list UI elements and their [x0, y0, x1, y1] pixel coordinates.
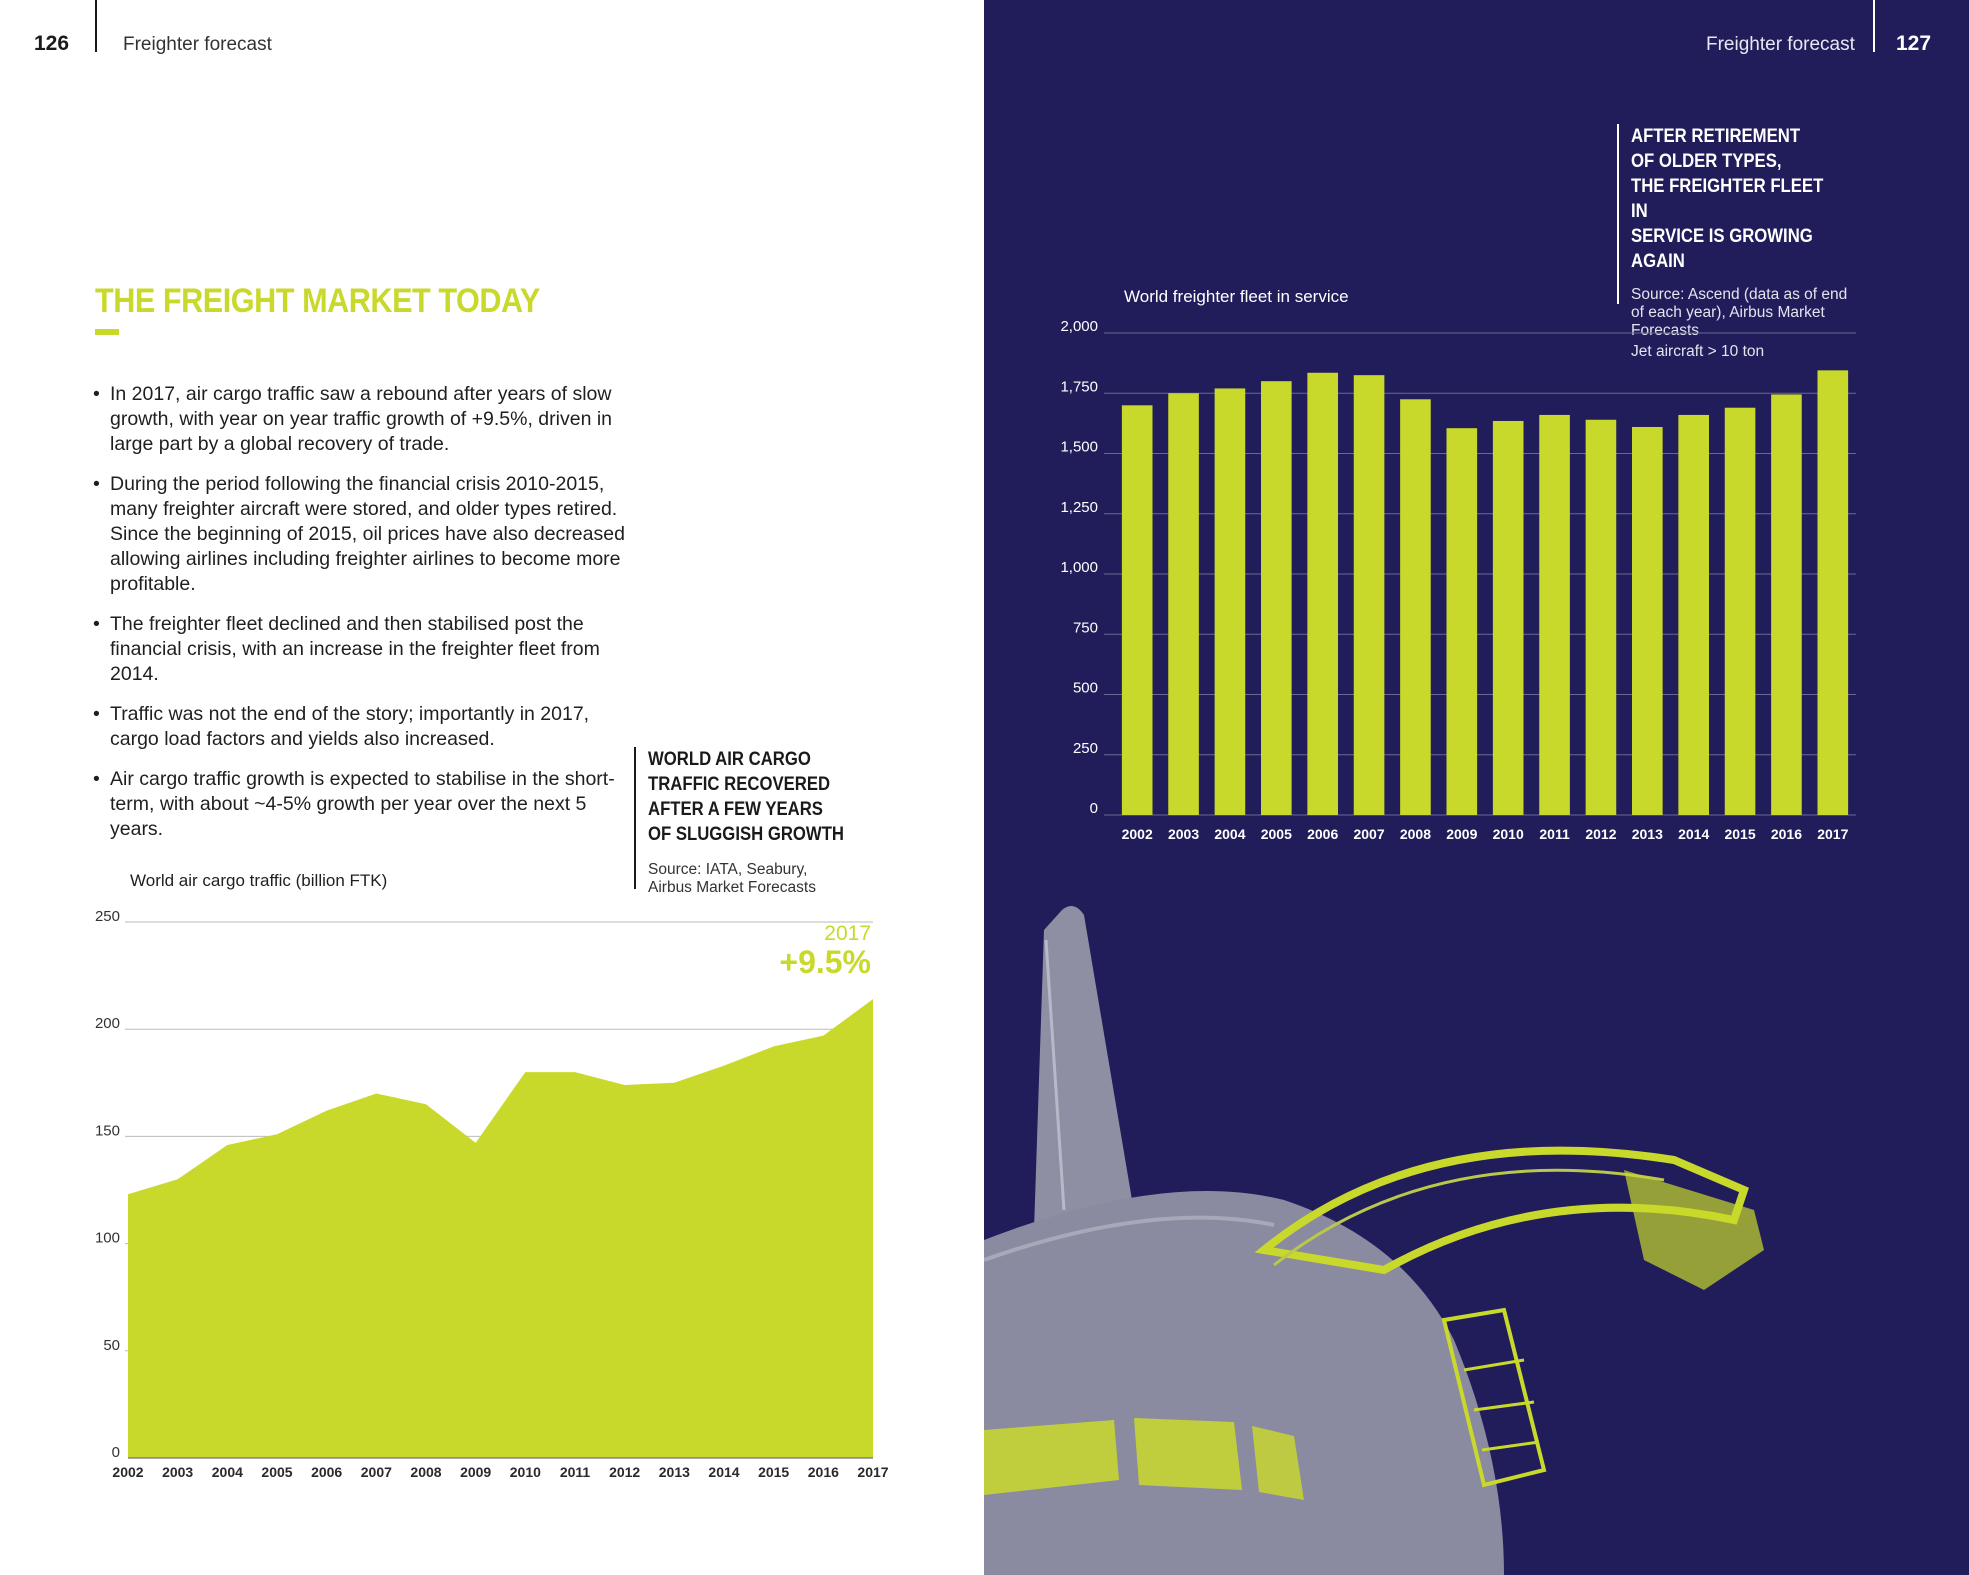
- x-tick-label: 2014: [1678, 826, 1710, 842]
- x-tick-label: 2002: [1121, 826, 1153, 842]
- fleet-bar: [1539, 415, 1570, 815]
- x-tick-label: 2017: [1817, 826, 1849, 842]
- y-tick-label: 2,000: [1060, 318, 1098, 335]
- caption-title: [648, 747, 859, 847]
- header-rule: [95, 0, 97, 52]
- page-number: 126: [34, 32, 70, 55]
- bullet-item: • Air cargo traffic growth is expected to stabilise in the short-term, with about ~4-5% growth per year over the next 5 years.: [93, 767, 633, 842]
- cargo-traffic-area: [128, 999, 873, 1458]
- y-tick-label: 1,000: [1060, 559, 1098, 576]
- freighter-aircraft-illustration: [984, 870, 1969, 1575]
- x-tick-label: 2016: [807, 1464, 839, 1480]
- running-head: Freighter forecast: [1706, 34, 1855, 55]
- caption-scope: Jet aircraft > 10 ton: [1631, 343, 1765, 360]
- bullet-item: • During the period following the financial crisis 2010-2015, many freighter aircraft were stored, and older types retired. Since the beginning of 2015, oil prices have also decreased allowing airlines including freighter airlines to become more profitable.: [93, 472, 633, 597]
- x-tick-label: 2007: [360, 1464, 392, 1480]
- fleet-bar: [1493, 421, 1524, 815]
- fleet-bar: [1447, 428, 1478, 815]
- freighter-fleet-bar-chart: [1044, 280, 1864, 860]
- caption-title-line: AFTER A FEW YEARS: [648, 799, 823, 820]
- y-tick-label: 1,250: [1060, 498, 1098, 516]
- caption-source-line: Forecasts: [1631, 322, 1700, 339]
- x-tick-label: 2006: [1307, 826, 1339, 842]
- x-tick-label: 2011: [1539, 826, 1570, 842]
- x-tick-label: 2005: [261, 1464, 293, 1480]
- x-tick-label: 2010: [1492, 826, 1524, 842]
- x-tick-label: 2011: [559, 1464, 591, 1480]
- x-tick-label: 2008: [410, 1464, 442, 1480]
- annotation-year: 2017: [824, 922, 871, 945]
- x-tick-label: 2014: [708, 1464, 740, 1480]
- y-tick-label: 250: [1072, 739, 1098, 757]
- y-tick-label: 0: [1089, 800, 1098, 817]
- x-tick-label: 2013: [1631, 826, 1663, 842]
- caption-title: [1631, 124, 1842, 274]
- y-tick-label: 0: [111, 1444, 120, 1461]
- x-tick-label: 2017: [857, 1464, 889, 1480]
- section-title: THE FREIGHT MARKET TODAY: [95, 282, 540, 320]
- x-tick-label: 2005: [1260, 826, 1292, 842]
- fleet-bar: [1586, 420, 1617, 815]
- x-tick-label: 2003: [1167, 826, 1200, 842]
- caption-source-line: Source: Ascend (data as of end: [1631, 286, 1848, 303]
- caption-source-line: of each year), Airbus Market: [1631, 304, 1825, 321]
- bullet-list: [93, 382, 633, 857]
- x-tick-label: 2009: [1446, 826, 1478, 842]
- y-tick-label: 750: [1072, 619, 1098, 637]
- fleet-bar: [1307, 373, 1338, 815]
- y-tick-label: 1,750: [1060, 378, 1098, 396]
- caption-title-line: WORLD AIR CARGO: [648, 749, 811, 770]
- x-tick-label: 2003: [162, 1464, 194, 1480]
- x-tick-label: 2016: [1770, 826, 1803, 842]
- x-tick-label: 2002: [112, 1464, 144, 1480]
- fleet-bar: [1168, 393, 1199, 815]
- left-page: [0, 0, 984, 1575]
- caption-source-line: Airbus Market Forecasts: [648, 879, 816, 896]
- header-rule: [1873, 0, 1875, 52]
- fleet-bar: [1354, 375, 1385, 815]
- y-tick-label: 250: [94, 908, 120, 925]
- x-tick-label: 2008: [1399, 826, 1432, 842]
- fleet-bar: [1725, 408, 1756, 815]
- fleet-bar: [1678, 415, 1709, 815]
- cargo-traffic-area-chart: [80, 860, 910, 1500]
- bullet-item: • In 2017, air cargo traffic saw a rebound after years of slow growth, with year on year traffic growth of +9.5%, driven in large part by a global recovery of trade.: [93, 382, 633, 457]
- caption-title-line: SERVICE IS GROWING AGAIN: [1631, 226, 1813, 272]
- y-tick-label: 500: [1072, 679, 1098, 697]
- caption-source-line: Source: IATA, Seabury,: [648, 861, 808, 878]
- caption-title-line: TRAFFIC RECOVERED: [648, 774, 831, 795]
- page-number: 127: [1896, 32, 1932, 55]
- x-tick-label: 2015: [758, 1464, 790, 1480]
- x-tick-label: 2007: [1353, 826, 1385, 842]
- x-tick-label: 2013: [658, 1464, 690, 1480]
- x-tick-label: 2010: [509, 1464, 541, 1480]
- x-tick-label: 2006: [311, 1464, 343, 1480]
- caption-title-line: OF OLDER TYPES,: [1631, 151, 1782, 172]
- chart-title: World freighter fleet in service: [1124, 287, 1349, 306]
- right-page: [984, 0, 1969, 1575]
- caption-title-line: THE FREIGHTER FLEET IN: [1631, 176, 1824, 222]
- x-tick-label: 2009: [460, 1464, 492, 1480]
- fleet-bar: [1818, 370, 1849, 815]
- running-head: Freighter forecast: [123, 34, 272, 55]
- caption-title-line: OF SLUGGISH GROWTH: [648, 824, 844, 845]
- x-tick-label: 2004: [1214, 826, 1246, 842]
- bullet-item: • Traffic was not the end of the story; importantly in 2017, cargo load factors and yields also increased.: [93, 702, 633, 752]
- x-tick-label: 2012: [609, 1464, 641, 1480]
- fleet-bar: [1632, 427, 1663, 815]
- chart-title: World air cargo traffic (billion FTK): [130, 871, 388, 890]
- fleet-bar: [1400, 399, 1431, 815]
- x-tick-label: 2004: [211, 1464, 243, 1480]
- bullet-item: • The freighter fleet declined and then stabilised post the financial crisis, with an increase in the freighter fleet from 2014.: [93, 612, 633, 687]
- fleet-bar: [1261, 381, 1292, 815]
- y-tick-label: 100: [94, 1229, 120, 1247]
- annotation-growth: +9.5%: [779, 944, 871, 980]
- y-tick-label: 200: [94, 1015, 120, 1033]
- fleet-bar: [1122, 405, 1153, 815]
- y-tick-label: 1,500: [1060, 438, 1098, 456]
- tail-fin: [1034, 906, 1132, 1230]
- caption-title-line: AFTER RETIREMENT: [1631, 126, 1801, 147]
- x-tick-label: 2012: [1585, 826, 1617, 842]
- y-tick-label: 50: [103, 1336, 120, 1354]
- fleet-bar: [1215, 388, 1246, 815]
- title-dash: [95, 329, 119, 335]
- fleet-bar: [1771, 394, 1802, 815]
- x-tick-label: 2015: [1724, 826, 1756, 842]
- fleet-chart-caption: [1617, 124, 1877, 360]
- y-tick-label: 150: [94, 1122, 120, 1140]
